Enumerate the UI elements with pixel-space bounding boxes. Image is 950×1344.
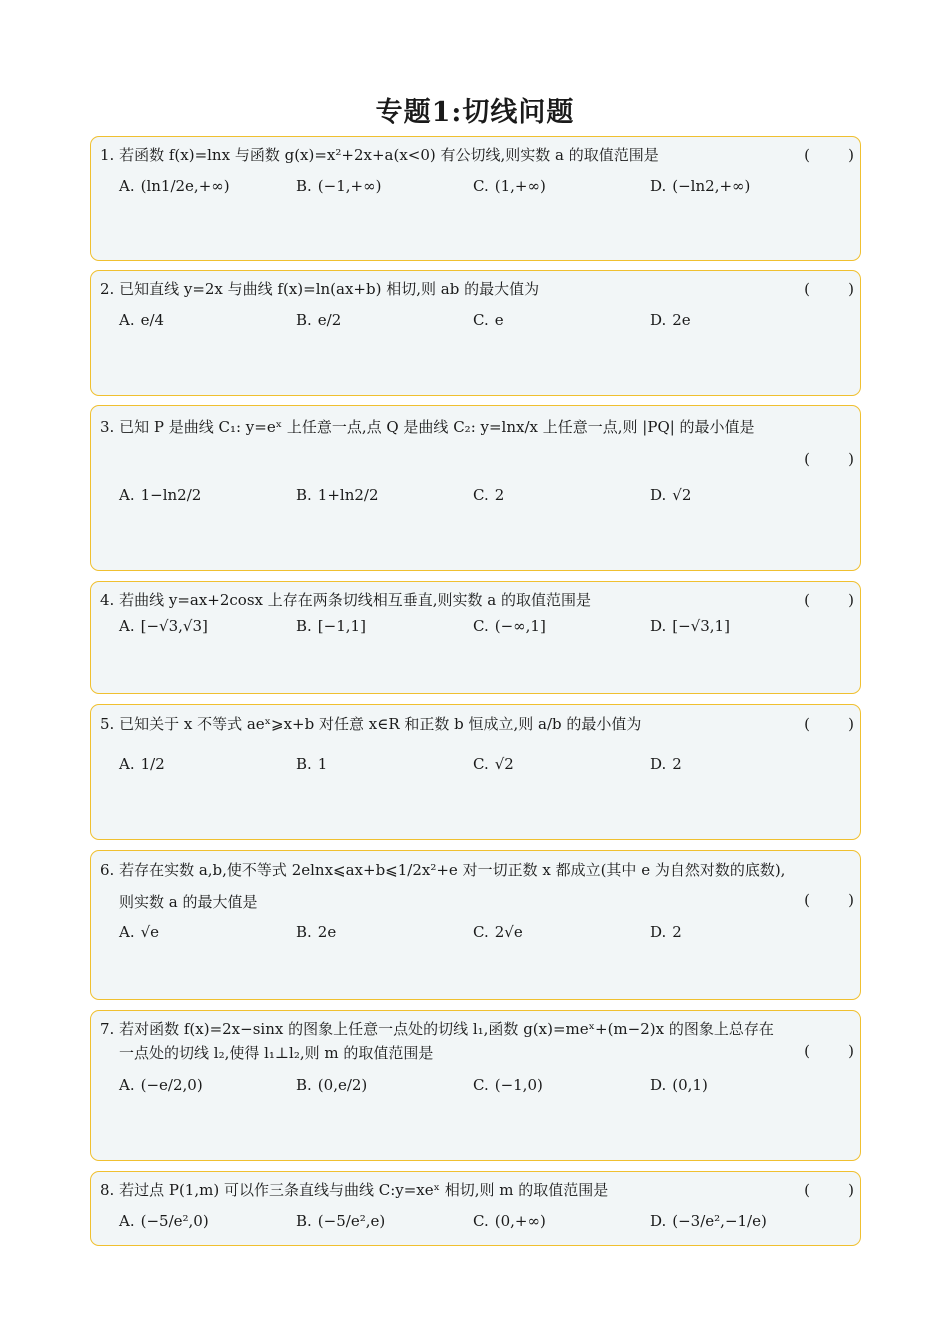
- answer-paren: ( ): [804, 1042, 854, 1060]
- option-value: √e: [140, 923, 160, 941]
- option-value: 2√e: [494, 923, 523, 941]
- option-value: (−3/e²,−1/e): [672, 1212, 767, 1230]
- option-a[interactable]: A. (−e/2,0): [119, 1076, 203, 1094]
- option-value: [−√3,√3]: [140, 617, 208, 635]
- question-stem: 5. 已知关于 x 不等式 aeˣ⩾x+b 对任意 x∈R 和正数 b 恒成立,则 a/b 的最小值为: [100, 715, 642, 733]
- page-title: 专题1:切线问题: [375, 97, 575, 128]
- answer-paren: ( ): [804, 146, 854, 164]
- option-b[interactable]: B. (−1,+∞): [296, 177, 382, 195]
- option-c[interactable]: C. (0,+∞): [473, 1212, 546, 1230]
- option-value: 2e: [317, 923, 337, 941]
- option-c[interactable]: C. (−1,0): [473, 1076, 543, 1094]
- option-value: (1,+∞): [494, 177, 546, 195]
- question-6: [90, 850, 861, 1000]
- answer-paren: ( ): [804, 591, 854, 609]
- question-stem-cont: 一点处的切线 l₂,使得 l₁⊥l₂,则 m 的取值范围是: [119, 1044, 434, 1062]
- option-c[interactable]: C. (1,+∞): [473, 177, 546, 195]
- answer-paren: ( ): [804, 1181, 854, 1199]
- option-value: 1/2: [140, 755, 165, 773]
- option-value: 1+ln2/2: [317, 486, 379, 504]
- question-stem-cont: 则实数 a 的最大值是: [119, 893, 258, 911]
- question-stem: 1. 若函数 f(x)=lnx 与函数 g(x)=x²+2x+a(x<0) 有公切线,则实数 a 的取值范围是: [100, 146, 659, 164]
- option-d[interactable]: D. [−√3,1]: [650, 617, 730, 635]
- option-d[interactable]: D. 2e: [650, 311, 691, 329]
- option-value: e/4: [140, 311, 165, 329]
- option-d[interactable]: D. (−ln2,+∞): [650, 177, 751, 195]
- option-c[interactable]: C. √2: [473, 755, 514, 773]
- option-value: (0,1): [672, 1076, 708, 1094]
- option-a[interactable]: A. [−√3,√3]: [119, 617, 208, 635]
- option-d[interactable]: D. √2: [650, 486, 692, 504]
- option-c[interactable]: C. (−∞,1]: [473, 617, 546, 635]
- question-5: [90, 704, 861, 840]
- option-c[interactable]: C. 2√e: [473, 923, 523, 941]
- option-b[interactable]: B. 1: [296, 755, 328, 773]
- option-value: (−1,+∞): [317, 177, 382, 195]
- question-stem: 4. 若曲线 y=ax+2cosx 上存在两条切线相互垂直,则实数 a 的取值范围是: [100, 591, 592, 609]
- option-value: (−∞,1]: [494, 617, 546, 635]
- question-stem: 6. 若存在实数 a,b,使不等式 2elnx⩽ax+b⩽1/2x²+e 对一切正数 x 都成立(其中 e 为自然对数的底数),: [100, 861, 786, 879]
- option-d[interactable]: D. 2: [650, 923, 682, 941]
- option-a[interactable]: A. 1/2: [119, 755, 165, 773]
- option-value: (−5/e²,0): [140, 1212, 209, 1230]
- option-value: (−e/2,0): [140, 1076, 203, 1094]
- option-a[interactable]: A. √e: [119, 923, 160, 941]
- option-value: (−1,0): [494, 1076, 543, 1094]
- question-stem: 7. 若对函数 f(x)=2x−sinx 的图象上任意一点处的切线 l₁,函数 g(x)=meˣ+(m−2)x 的图象上总存在: [100, 1020, 774, 1038]
- option-value: √2: [672, 486, 692, 504]
- option-value: [−√3,1]: [672, 617, 730, 635]
- option-value: e/2: [317, 311, 342, 329]
- option-c[interactable]: C. e: [473, 311, 504, 329]
- answer-paren: ( ): [804, 715, 854, 733]
- option-b[interactable]: B. (0,e/2): [296, 1076, 368, 1094]
- option-value: 1: [317, 755, 328, 773]
- question-stem: 2. 已知直线 y=2x 与曲线 f(x)=ln(ax+b) 相切,则 ab 的最大值为: [100, 280, 540, 298]
- option-a[interactable]: A. 1−ln2/2: [119, 486, 202, 504]
- option-d[interactable]: D. (0,1): [650, 1076, 708, 1094]
- question-1: [90, 136, 861, 261]
- option-b[interactable]: B. (−5/e²,e): [296, 1212, 386, 1230]
- question-2: [90, 270, 861, 396]
- option-d[interactable]: D. (−3/e²,−1/e): [650, 1212, 767, 1230]
- question-7: [90, 1010, 861, 1161]
- question-3: [90, 405, 861, 571]
- question-4: [90, 581, 861, 694]
- option-b[interactable]: B. [−1,1]: [296, 617, 366, 635]
- question-8: [90, 1171, 861, 1246]
- option-value: (ln1/2e,+∞): [140, 177, 230, 195]
- option-value: (0,+∞): [494, 1212, 546, 1230]
- option-value: 2: [672, 755, 682, 773]
- option-value: 2e: [672, 311, 691, 329]
- question-stem: 8. 若过点 P(1,m) 可以作三条直线与曲线 C:y=xeˣ 相切,则 m 的取值范围是: [100, 1181, 609, 1199]
- option-a[interactable]: A. (−5/e²,0): [119, 1212, 209, 1230]
- option-value: e: [494, 311, 504, 329]
- answer-paren: ( ): [804, 450, 854, 468]
- option-c[interactable]: C. 2: [473, 486, 505, 504]
- option-value: (−5/e²,e): [317, 1212, 386, 1230]
- answer-paren: ( ): [804, 280, 854, 298]
- answer-paren: ( ): [804, 891, 854, 909]
- option-value: (0,e/2): [317, 1076, 368, 1094]
- option-a[interactable]: A. e/4: [119, 311, 165, 329]
- option-b[interactable]: B. 2e: [296, 923, 337, 941]
- question-stem: 3. 已知 P 是曲线 C₁: y=eˣ 上任意一点,点 Q 是曲线 C₂: y=lnx/x 上任意一点,则 |PQ| 的最小值是: [100, 418, 755, 436]
- option-value: [−1,1]: [317, 617, 366, 635]
- option-d[interactable]: D. 2: [650, 755, 682, 773]
- option-b[interactable]: B. 1+ln2/2: [296, 486, 379, 504]
- option-value: 1−ln2/2: [140, 486, 202, 504]
- option-value: 2: [494, 486, 505, 504]
- option-value: 2: [672, 923, 682, 941]
- option-value: √2: [494, 755, 514, 773]
- option-value: (−ln2,+∞): [672, 177, 751, 195]
- option-a[interactable]: A. (ln1/2e,+∞): [119, 177, 230, 195]
- option-b[interactable]: B. e/2: [296, 311, 342, 329]
